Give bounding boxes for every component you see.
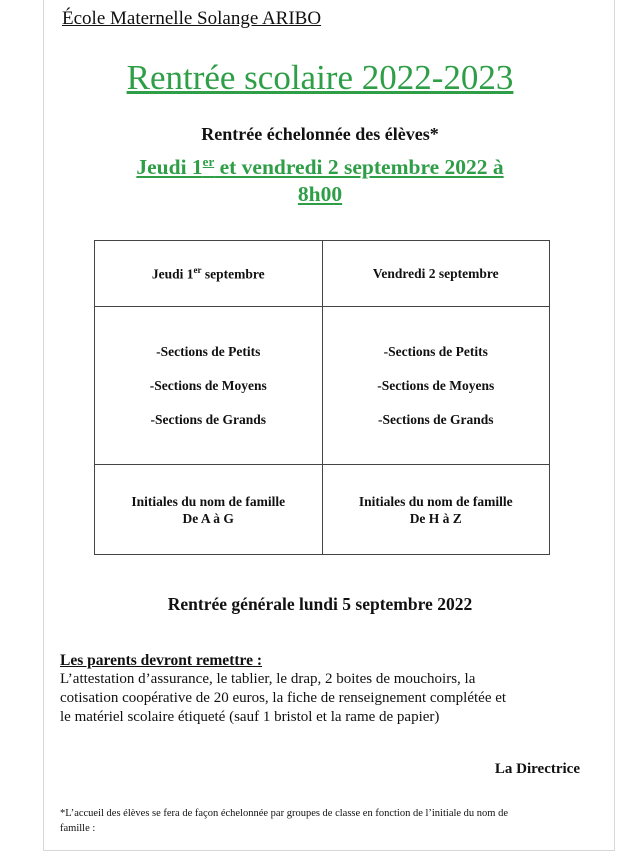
- col1-sections: [95, 307, 323, 465]
- col1-header-day: Jeudi 1: [151, 266, 194, 282]
- table-row-sections: [95, 307, 550, 465]
- start-dates-day: Jeudi 1: [136, 155, 203, 180]
- parents-list: [60, 670, 590, 727]
- list-item: -Sections de Petits: [383, 343, 488, 359]
- col1-header-sup: er: [193, 264, 202, 275]
- col2-sections: [322, 307, 550, 465]
- parents-line: L’attestation d’assurance, le tablier, le drap, 2 boites de mouchoirs, la: [60, 671, 476, 687]
- names-range: De H à Z: [409, 510, 462, 526]
- general-return: Rentrée générale lundi 5 septembre 2022: [167, 594, 473, 614]
- list-item: -Sections de Moyens: [377, 377, 495, 393]
- col2-names: [322, 465, 550, 555]
- start-dates: [0, 148, 640, 208]
- col1-header-month: septembre: [201, 266, 265, 282]
- school-name: École Maternelle Solange ARIBO: [62, 8, 322, 29]
- footnote-line: *L’accueil des élèves se fera de façon échelonnée par groupes de classe en fonction de l’initiale du nom de: [60, 808, 509, 819]
- names-label: Initiales du nom de famille: [358, 493, 513, 509]
- footnote: [60, 806, 580, 836]
- table-header-row: [95, 241, 550, 307]
- start-dates-rest: et vendredi 2 septembre 2022 à: [214, 155, 504, 180]
- col2-header: Vendredi 2 septembre: [322, 241, 550, 307]
- col1-names: [95, 465, 323, 555]
- page-title: Rentrée scolaire 2022-2023: [126, 58, 514, 97]
- signature: La Directrice: [494, 761, 580, 777]
- footnote-line: famille :: [60, 823, 96, 834]
- list-item: -Sections de Grands: [150, 411, 266, 427]
- parents-line: le matériel scolaire étiqueté (sauf 1 bristol et la rame de papier): [60, 709, 440, 725]
- start-dates-line2: 8h00: [297, 182, 343, 207]
- col1-header: [95, 241, 323, 307]
- start-dates-sup: er: [202, 154, 215, 169]
- list-item: -Sections de Petits: [156, 343, 261, 359]
- names-label: Initiales du nom de famille: [131, 493, 286, 509]
- start-dates-line1: [136, 155, 503, 179]
- list-item: -Sections de Moyens: [149, 377, 267, 393]
- names-range: De A à G: [182, 510, 234, 526]
- parents-heading: Les parents devront remettre :: [60, 652, 263, 669]
- schedule-table: [94, 240, 550, 555]
- table-row-names: [95, 465, 550, 555]
- parents-line: cotisation coopérative de 20 euros, la fiche de renseignement complétée et: [60, 690, 507, 706]
- subtitle: Rentrée échelonnée des élèves*: [201, 124, 439, 144]
- list-item: -Sections de Grands: [377, 411, 494, 427]
